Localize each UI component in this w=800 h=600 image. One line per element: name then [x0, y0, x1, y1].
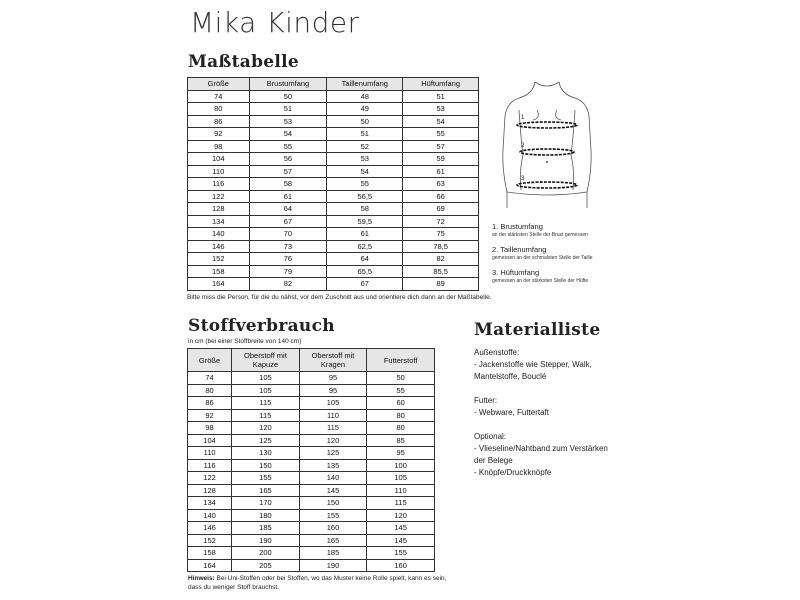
materials-line [474, 383, 674, 395]
fabric-col-collar: Oberstoff mit Kragen [299, 349, 367, 372]
materials-line: Futter: [474, 396, 498, 405]
measure-cell: 89 [403, 278, 479, 291]
fabric-hint-label: Hinweis: [188, 575, 215, 582]
measure-cell: 86 [188, 115, 250, 128]
fabric-row [188, 459, 435, 472]
measure-cell: 116 [188, 178, 250, 191]
measure-cell: 98 [188, 140, 250, 153]
materials-line: Mantelstoffe, Bouclé [474, 372, 547, 381]
fabric-row [188, 422, 435, 435]
measure-row [188, 153, 479, 166]
measure-row [188, 103, 479, 116]
fabric-cell: 140 [188, 509, 232, 522]
materials-line: - Jackenstoffe wie Stepper, Walk, [474, 360, 592, 369]
materials-line: der Belege [474, 456, 513, 465]
measure-note: Bitte miss die Person, für die du nähst, vor dem Zuschnitt aus und orientiere dich dann an der Maßtabelle. [187, 294, 492, 301]
measure-cell: 122 [188, 190, 250, 203]
fabric-row [188, 522, 435, 535]
measure-cell: 56 [249, 153, 327, 166]
measure-col-size: Größe [188, 78, 250, 91]
measure-cell: 80 [188, 103, 250, 116]
measure-cell: 59 [403, 153, 479, 166]
measure-cell: 53 [327, 153, 403, 166]
fabric-heading: Stoffverbrauch [188, 316, 335, 336]
fabric-cell: 95 [367, 447, 435, 460]
fabric-cell: 115 [299, 422, 367, 435]
fabric-cell: 145 [367, 522, 435, 535]
fabric-cell: 150 [232, 459, 300, 472]
measure-row [188, 190, 479, 203]
materials-line: Optional: [474, 432, 507, 441]
legend-waist [492, 245, 642, 263]
legend-hip-sub: gemessen an der stärksten Stelle der Hüfte [492, 278, 589, 284]
fabric-cell: 104 [188, 434, 232, 447]
measure-cell: 67 [249, 215, 327, 228]
fabric-cell: 146 [188, 522, 232, 535]
measure-cell: 58 [327, 203, 403, 216]
measure-cell: 62,5 [327, 240, 403, 253]
fabric-cell: 122 [188, 472, 232, 485]
fabric-cell: 190 [299, 559, 367, 572]
measure-cell: 51 [249, 103, 327, 116]
fabric-row [188, 484, 435, 497]
marker-3: 3 [521, 176, 525, 182]
fabric-cell: 165 [299, 534, 367, 547]
marker-1: 1 [521, 115, 525, 121]
fabric-cell: 155 [299, 509, 367, 522]
fabric-cell: 158 [188, 547, 232, 560]
fabric-cell: 135 [299, 459, 367, 472]
fabric-subheading: in cm (bei einer Stoffbreite von 140 cm) [188, 338, 302, 345]
materials-line: Außenstoffe: [474, 348, 520, 357]
measure-cell: 49 [327, 103, 403, 116]
fabric-hint [188, 575, 458, 592]
measure-col-hip: Hüftumfang [403, 78, 479, 91]
fabric-cell: 100 [367, 459, 435, 472]
fabric-cell: 50 [367, 372, 435, 385]
materials-line [474, 419, 674, 431]
measure-cell: 66 [403, 190, 479, 203]
fabric-cell: 105 [299, 397, 367, 410]
measure-row [188, 128, 479, 141]
fabric-cell: 125 [299, 447, 367, 460]
figure-legend [492, 222, 642, 286]
fabric-cell: 160 [367, 559, 435, 572]
measure-table [187, 77, 479, 291]
fabric-cell: 134 [188, 497, 232, 510]
measure-cell: 57 [249, 165, 327, 178]
measure-col-chest: Brustumfang [249, 78, 327, 91]
measure-row [188, 203, 479, 216]
measure-cell: 92 [188, 128, 250, 141]
measure-cell: 55 [249, 140, 327, 153]
materials-line: - Knöpfe/Druckknöpfe [474, 468, 552, 477]
fabric-row [188, 397, 435, 410]
measure-cell: 82 [249, 278, 327, 291]
materials-line: - Vlieseline/Nahtband zum Verstärken [474, 444, 608, 453]
measure-cell: 73 [249, 240, 327, 253]
measure-row [188, 178, 479, 191]
fabric-cell: 110 [299, 409, 367, 422]
fabric-cell: 140 [299, 472, 367, 485]
fabric-cell: 120 [232, 422, 300, 435]
measure-cell: 51 [403, 90, 479, 103]
fabric-cell: 110 [188, 447, 232, 460]
fabric-cell: 85 [367, 434, 435, 447]
fabric-table [187, 348, 435, 572]
fabric-cell: 190 [232, 534, 300, 547]
measure-cell: 78,5 [403, 240, 479, 253]
measure-cell: 53 [249, 115, 327, 128]
fabric-cell: 105 [232, 372, 300, 385]
measure-cell: 50 [327, 115, 403, 128]
measure-cell: 54 [249, 128, 327, 141]
fabric-cell: 115 [232, 409, 300, 422]
fabric-cell: 165 [232, 484, 300, 497]
measure-cell: 70 [249, 228, 327, 241]
measure-cell: 140 [188, 228, 250, 241]
measure-row [188, 278, 479, 291]
measure-cell: 64 [327, 253, 403, 266]
fabric-cell: 86 [188, 397, 232, 410]
measure-row [188, 240, 479, 253]
legend-waist-title: 2. Taillenumfang [492, 245, 547, 254]
measure-cell: 53 [403, 103, 479, 116]
measure-cell: 51 [327, 128, 403, 141]
measure-cell: 63 [403, 178, 479, 191]
measure-cell: 146 [188, 240, 250, 253]
fabric-col-size: Größe [188, 349, 232, 372]
measure-cell: 54 [327, 165, 403, 178]
fabric-cell: 80 [367, 422, 435, 435]
measure-cell: 104 [188, 153, 250, 166]
legend-hip [492, 268, 642, 286]
measure-row [188, 228, 479, 241]
fabric-cell: 164 [188, 559, 232, 572]
measure-cell: 52 [327, 140, 403, 153]
measure-cell: 76 [249, 253, 327, 266]
fabric-cell: 185 [299, 547, 367, 560]
fabric-row [188, 497, 435, 510]
measure-cell: 64 [249, 203, 327, 216]
fabric-cell: 116 [188, 459, 232, 472]
fabric-cell: 80 [367, 409, 435, 422]
fabric-cell: 92 [188, 409, 232, 422]
fabric-cell: 205 [232, 559, 300, 572]
body-figure-illustration [497, 80, 597, 215]
fabric-cell: 105 [367, 472, 435, 485]
measure-cell: 110 [188, 165, 250, 178]
materials-heading: Materialliste [474, 320, 601, 340]
measure-cell: 158 [188, 265, 250, 278]
fabric-row [188, 534, 435, 547]
measure-cell: 152 [188, 253, 250, 266]
measure-row [188, 215, 479, 228]
legend-chest [492, 222, 642, 240]
measure-cell: 54 [403, 115, 479, 128]
measure-row [188, 165, 479, 178]
fabric-cell: 160 [299, 522, 367, 535]
fabric-cell: 145 [367, 534, 435, 547]
measure-cell: 164 [188, 278, 250, 291]
fabric-row [188, 547, 435, 560]
fabric-cell: 60 [367, 397, 435, 410]
fabric-row [188, 447, 435, 460]
fabric-cell: 74 [188, 372, 232, 385]
measure-cell: 55 [327, 178, 403, 191]
fabric-cell: 115 [367, 497, 435, 510]
measure-cell: 61 [327, 228, 403, 241]
fabric-col-hood: Oberstoff mit Kapuze [232, 349, 300, 372]
fabric-row [188, 372, 435, 385]
measure-row [188, 265, 479, 278]
measure-heading: Maßtabelle [188, 52, 300, 72]
fabric-hint-text: Bei Uni-Stoffen oder bei Stoffen, wo das Muster keine Rolle spielt, kann es sein, dass du weniger Stoff brauchst. [188, 575, 447, 591]
measure-row [188, 115, 479, 128]
fabric-cell: 130 [232, 447, 300, 460]
measure-cell: 67 [327, 278, 403, 291]
fabric-cell: 152 [188, 534, 232, 547]
measure-cell: 61 [249, 190, 327, 203]
measure-row [188, 140, 479, 153]
fabric-cell: 128 [188, 484, 232, 497]
fabric-cell: 115 [232, 397, 300, 410]
measure-cell: 56,5 [327, 190, 403, 203]
measure-cell: 50 [249, 90, 327, 103]
measure-header-row [188, 78, 479, 91]
fabric-cell: 150 [299, 497, 367, 510]
fabric-row [188, 472, 435, 485]
fabric-row [188, 509, 435, 522]
legend-waist-sub: gemessen an der schmalsten Stelle der Taille [492, 255, 593, 261]
legend-chest-title: 1. Brustumfang [492, 222, 543, 231]
measure-cell: 79 [249, 265, 327, 278]
measure-cell: 82 [403, 253, 479, 266]
fabric-cell: 155 [232, 472, 300, 485]
fabric-cell: 55 [367, 384, 435, 397]
fabric-col-lining: Futterstoff [367, 349, 435, 372]
fabric-cell: 95 [299, 384, 367, 397]
fabric-cell: 120 [299, 434, 367, 447]
fabric-cell: 185 [232, 522, 300, 535]
measure-cell: 57 [403, 140, 479, 153]
fabric-cell: 105 [232, 384, 300, 397]
legend-chest-sub: an der stärksten Stelle der Brust gemessen [492, 232, 588, 238]
measure-cell: 61 [403, 165, 479, 178]
measure-cell: 59,5 [327, 215, 403, 228]
marker-2: 2 [521, 143, 525, 149]
measure-col-waist: Taillenumfang [327, 78, 403, 91]
fabric-cell: 98 [188, 422, 232, 435]
fabric-cell: 200 [232, 547, 300, 560]
measure-cell: 72 [403, 215, 479, 228]
legend-hip-title: 3. Hüftumfang [492, 268, 540, 277]
fabric-row [188, 559, 435, 572]
measure-cell: 128 [188, 203, 250, 216]
measure-cell: 58 [249, 178, 327, 191]
measure-row [188, 90, 479, 103]
fabric-cell: 110 [367, 484, 435, 497]
measure-cell: 65,5 [327, 265, 403, 278]
fabric-cell: 155 [367, 547, 435, 560]
fabric-row [188, 409, 435, 422]
fabric-cell: 125 [232, 434, 300, 447]
fabric-row [188, 384, 435, 397]
measure-cell: 48 [327, 90, 403, 103]
fabric-cell: 80 [188, 384, 232, 397]
fabric-cell: 120 [367, 509, 435, 522]
measure-cell: 75 [403, 228, 479, 241]
measure-cell: 69 [403, 203, 479, 216]
page-title: Mika Kinder [190, 6, 360, 39]
measure-row [188, 253, 479, 266]
fabric-row [188, 434, 435, 447]
measure-cell: 55 [403, 128, 479, 141]
measure-cell: 134 [188, 215, 250, 228]
fabric-cell: 95 [299, 372, 367, 385]
fabric-cell: 170 [232, 497, 300, 510]
fabric-cell: 145 [299, 484, 367, 497]
materials-list [474, 347, 674, 479]
materials-line: - Webware, Futtertaft [474, 408, 549, 417]
measure-cell: 85,5 [403, 265, 479, 278]
fabric-header-row [188, 349, 435, 372]
measure-cell: 74 [188, 90, 250, 103]
fabric-cell: 180 [232, 509, 300, 522]
